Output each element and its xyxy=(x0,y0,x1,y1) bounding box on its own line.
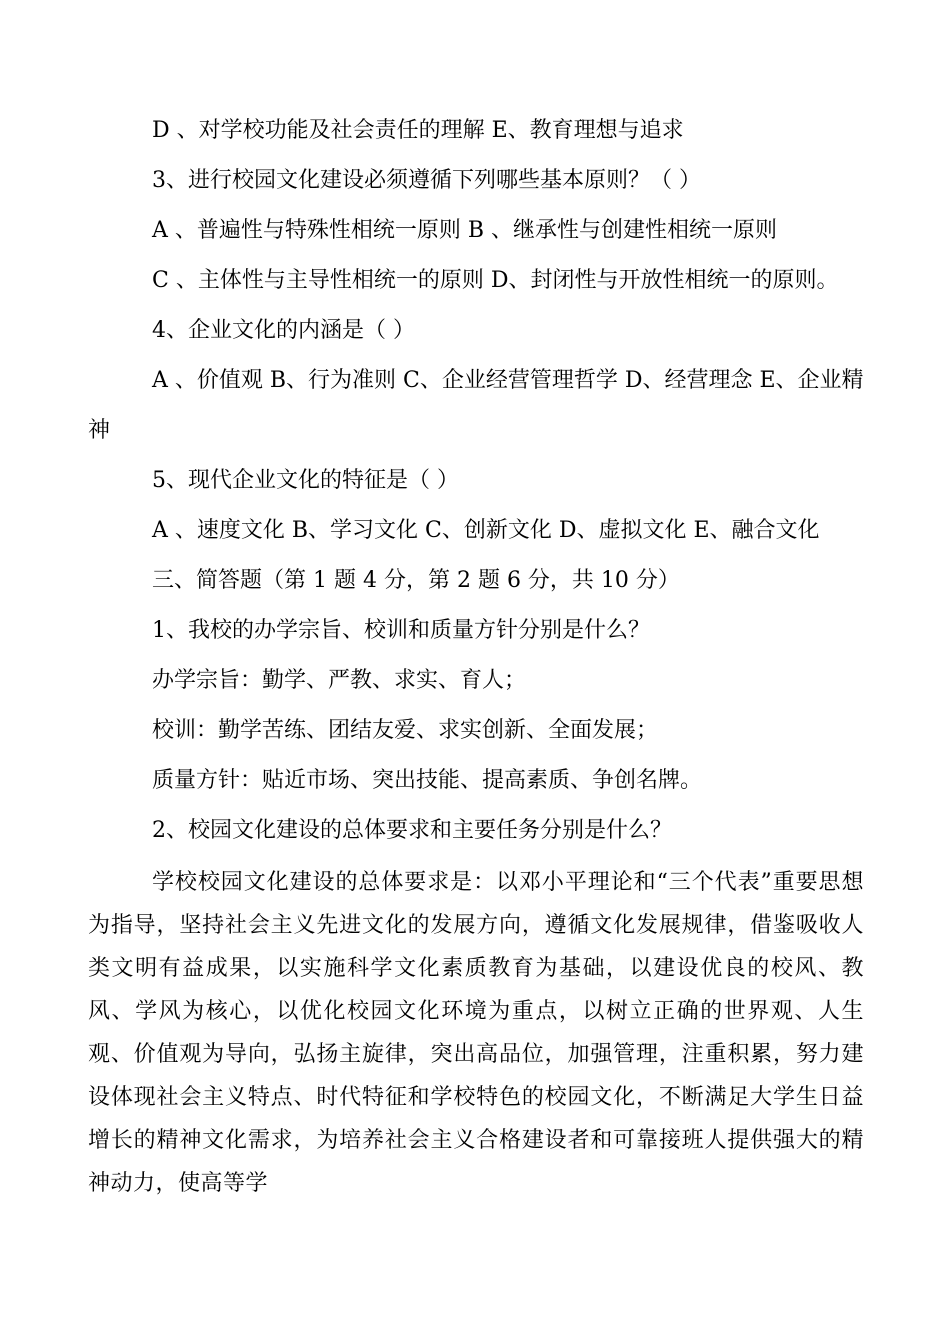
answer-school-motto: 校训：勤学苦练、团结友爱、求实创新、全面发展； xyxy=(152,718,659,743)
short-answer-question-2: 2、校园文化建设的总体要求和主要任务分别是什么？ xyxy=(152,818,672,843)
question-5: 5、现代企业文化的特征是（ ） xyxy=(152,468,459,493)
option-line-d-e: D 、对学校功能及社会责任的理解 E、教育理想与追求 xyxy=(152,118,684,143)
short-answer-question-1: 1、我校的办学宗旨、校训和质量方针分别是什么？ xyxy=(152,618,650,643)
answer-paragraph: 学校校园文化建设的总体要求是：以邓小平理论和“三个代表”重要思想为指导，坚持社会主义先进文化的发展方向，遵循文化发展规律，借鉴吸收人类文明有益成果，以实施科学文化素质教育为基础，以建设优良的校风、教风、学风为核心，以优化校园文化环境为重点，以树立正确的世界观、人生观、价值观为导向，弘扬主旋律，突出高品位，加强管理，注重积累，努力建设体现社会主义特点、时代特征和学校特色的校园文化，不断满足大学生日益增长的精神文化需求，为培养社会主义合格建设者和可靠接班人提供强大的精神动力，使高等学 xyxy=(88,870,864,1196)
answer-paragraph-block xyxy=(88,861,864,1205)
question-4-options-continued: 神 xyxy=(88,418,111,443)
section-heading-short-answer: 三、简答题（第 1 题 4 分，第 2 题 6 分，共 10 分） xyxy=(152,568,680,593)
question-4: 4、企业文化的内涵是（ ） xyxy=(152,318,415,343)
question-3: 3、进行校园文化建设必须遵循下列哪些基本原则？（ ） xyxy=(152,168,701,193)
question-3-options-c-d: C 、主体性与主导性相统一的原则 D、封闭性与开放性相统一的原则。 xyxy=(152,268,839,293)
question-3-options-a-b: A 、普遍性与特殊性相统一原则 B 、继承性与创建性相统一原则 xyxy=(152,218,778,243)
question-5-options: A 、速度文化 B、学习文化 C、创新文化 D、虚拟文化 E、融合文化 xyxy=(152,518,820,543)
answer-quality-policy: 质量方针：贴近市场、突出技能、提高素质、争创名牌。 xyxy=(152,768,703,793)
answer-school-purpose: 办学宗旨：勤学、严教、求实、育人； xyxy=(152,668,527,693)
question-4-options: A 、价值观 B、行为准则 C、企业经营管理哲学 D、经营理念 E、企业精 xyxy=(152,368,864,393)
